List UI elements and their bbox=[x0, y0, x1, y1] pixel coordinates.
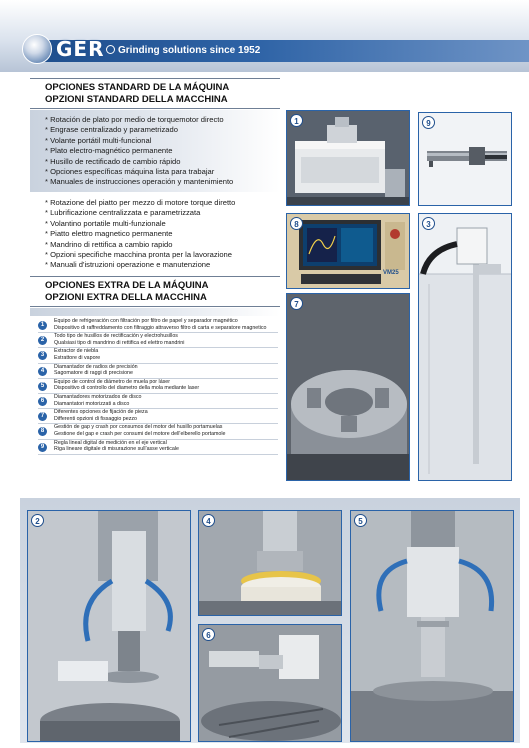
item-text-es: Diferentes opciones de fijación de pieza bbox=[54, 409, 148, 416]
photo-badge: 3 bbox=[422, 217, 435, 230]
extra-list bbox=[38, 318, 278, 455]
standard-title-es: OPCIONES STANDARD DE LA MÁQUINA bbox=[45, 82, 230, 93]
divider bbox=[30, 306, 280, 307]
item-text-it: Sagomatore di raggi di precisione bbox=[54, 370, 133, 377]
list-item: * Rotazione del piatto per mezzo di motore torque diretto bbox=[45, 198, 235, 208]
item-text-es: Equipo de control de diámetro de muela por láser bbox=[54, 378, 171, 385]
list-item bbox=[38, 409, 278, 424]
photo-grinding-spindle bbox=[27, 510, 191, 742]
item-number: 1 bbox=[38, 321, 47, 330]
item-number: 5 bbox=[38, 382, 47, 391]
photo-coolant-unit bbox=[286, 110, 410, 206]
item-text-it: Dispositivo di controllo del diametro della mola mediante laser bbox=[54, 385, 200, 392]
photo-chuck bbox=[286, 293, 410, 481]
extra-title-it: OPZIONI EXTRA DELLA MACCHINA bbox=[45, 292, 207, 303]
item-text-es: Todo tipo de husillos de rectificación y electrohusillos bbox=[54, 333, 178, 340]
photo-badge: 8 bbox=[290, 217, 303, 230]
photo-badge: 9 bbox=[422, 116, 435, 129]
list-item: * Manuales de instrucciones operación y mantenimiento bbox=[45, 177, 233, 187]
list-item: * Rotación de plato por medio de torquemotor directo bbox=[45, 115, 233, 125]
globe-logo-icon bbox=[22, 34, 52, 64]
laser-control-illustration bbox=[351, 511, 514, 742]
list-item: * Engrase centralizado y parametrizado bbox=[45, 125, 233, 135]
item-text-es: Gestión de gap y crash por consumos del motor del husillo portamuelas bbox=[54, 424, 223, 431]
photo-badge: 2 bbox=[31, 514, 44, 527]
item-text-it: Estrattore di vapore bbox=[54, 354, 101, 361]
extra-title bbox=[45, 280, 208, 304]
extra-title-es: OPCIONES EXTRA DE LA MÁQUINA bbox=[45, 280, 209, 291]
photo-control-panel bbox=[286, 213, 410, 289]
standard-list-es bbox=[45, 115, 233, 188]
list-item bbox=[38, 333, 278, 348]
item-number: 8 bbox=[38, 427, 47, 436]
item-text-it: Gestione del gap e crash per consumi del motore dell'elberello portamole bbox=[54, 430, 226, 437]
photo-radius-dresser bbox=[198, 510, 342, 616]
item-text-it: Qualsiasi tipo di mandrino di rettifica ed elettro mandrini bbox=[54, 339, 185, 346]
photo-badge: 1 bbox=[290, 114, 303, 127]
list-item: * Mandrino di rettifica a cambio rapido bbox=[45, 240, 235, 250]
list-item: * Lubrificazione centralizzata e parametrizzata bbox=[45, 208, 235, 218]
brand-name: GER bbox=[56, 37, 105, 61]
item-number: 6 bbox=[38, 397, 47, 406]
grinding-spindle-illustration bbox=[28, 511, 191, 742]
list-item: * Manuali d'istruzioni operazione e manutenzione bbox=[45, 260, 235, 270]
photo-laser-control bbox=[350, 510, 514, 742]
coolant-unit-illustration bbox=[287, 111, 410, 206]
list-item: * Volantino portatile multi-funzionale bbox=[45, 219, 235, 229]
item-text-it: Differenti opzioni di fissaggio pezzo bbox=[54, 415, 137, 422]
item-text-es: Equipo de refrigeración con filtración por filtro de papel y separador magnético bbox=[54, 318, 238, 324]
registered-mark-icon bbox=[106, 45, 115, 54]
list-item bbox=[38, 440, 278, 455]
list-item: * Piatto elettro magnetico permanente bbox=[45, 229, 235, 239]
list-item: * Opciones específicas máquina lista para trabajar bbox=[45, 167, 233, 177]
item-number: 3 bbox=[38, 351, 47, 360]
mist-extractor-illustration bbox=[419, 214, 512, 481]
list-item: * Plato electro-magnético permanente bbox=[45, 146, 233, 156]
item-number: 9 bbox=[38, 443, 47, 452]
tagline: Grinding solutions since 1952 bbox=[118, 45, 261, 56]
item-number: 2 bbox=[38, 336, 47, 345]
page-header bbox=[0, 0, 529, 72]
photo-badge: 4 bbox=[202, 514, 215, 527]
standard-list-it bbox=[45, 198, 235, 271]
list-item bbox=[38, 318, 278, 333]
shaded-block bbox=[30, 308, 280, 316]
photo-badge: 6 bbox=[202, 628, 215, 641]
divider bbox=[30, 78, 280, 79]
list-item: * Husillo de rectificado de cambio rápido bbox=[45, 157, 233, 167]
photo-mist-extractor bbox=[418, 213, 512, 481]
photo-badge: 5 bbox=[354, 514, 367, 527]
chuck-illustration bbox=[287, 294, 410, 481]
panel-brand: VM25 bbox=[383, 270, 399, 276]
item-text-es: Regla lineal digital de medición en el eje vertical bbox=[54, 439, 167, 446]
item-text-es: Diamantador de radios de precisión bbox=[54, 363, 138, 370]
list-item: * Volante portátil multi-funcional bbox=[45, 136, 233, 146]
photo-linear-scale bbox=[418, 112, 512, 206]
list-item bbox=[38, 424, 278, 439]
item-text-it: Riga lineare digitale di misurazione sull'asse verticale bbox=[54, 446, 179, 453]
list-item bbox=[38, 379, 278, 394]
item-text-it: Diamantatori motorizzati a disco bbox=[54, 400, 130, 407]
standard-title-it: OPZIONI STANDARD DELLA MACCHINA bbox=[45, 94, 228, 105]
ger-logo bbox=[22, 34, 115, 64]
item-text-es: Extractor de niebla bbox=[54, 348, 99, 355]
divider bbox=[30, 108, 280, 109]
list-item bbox=[38, 364, 278, 379]
item-text-es: Diamantadores motorizados de disco bbox=[54, 393, 142, 400]
list-item: * Opzioni specifiche macchina pronta per la lavorazione bbox=[45, 250, 235, 260]
item-text-it: Dispositivo di raffreddamento con filtraggio attraverso filtro di carta e separatore magnetico bbox=[54, 324, 267, 331]
photo-badge: 7 bbox=[290, 297, 303, 310]
disc-dresser-illustration bbox=[199, 625, 342, 742]
list-item bbox=[38, 348, 278, 363]
standard-title bbox=[45, 82, 229, 106]
list-item bbox=[38, 394, 278, 409]
photo-disc-dresser bbox=[198, 624, 342, 742]
item-number: 7 bbox=[38, 412, 47, 421]
control-panel-illustration bbox=[287, 214, 410, 289]
item-number: 4 bbox=[38, 367, 47, 376]
radius-dresser-illustration bbox=[199, 511, 342, 616]
divider bbox=[30, 276, 280, 277]
